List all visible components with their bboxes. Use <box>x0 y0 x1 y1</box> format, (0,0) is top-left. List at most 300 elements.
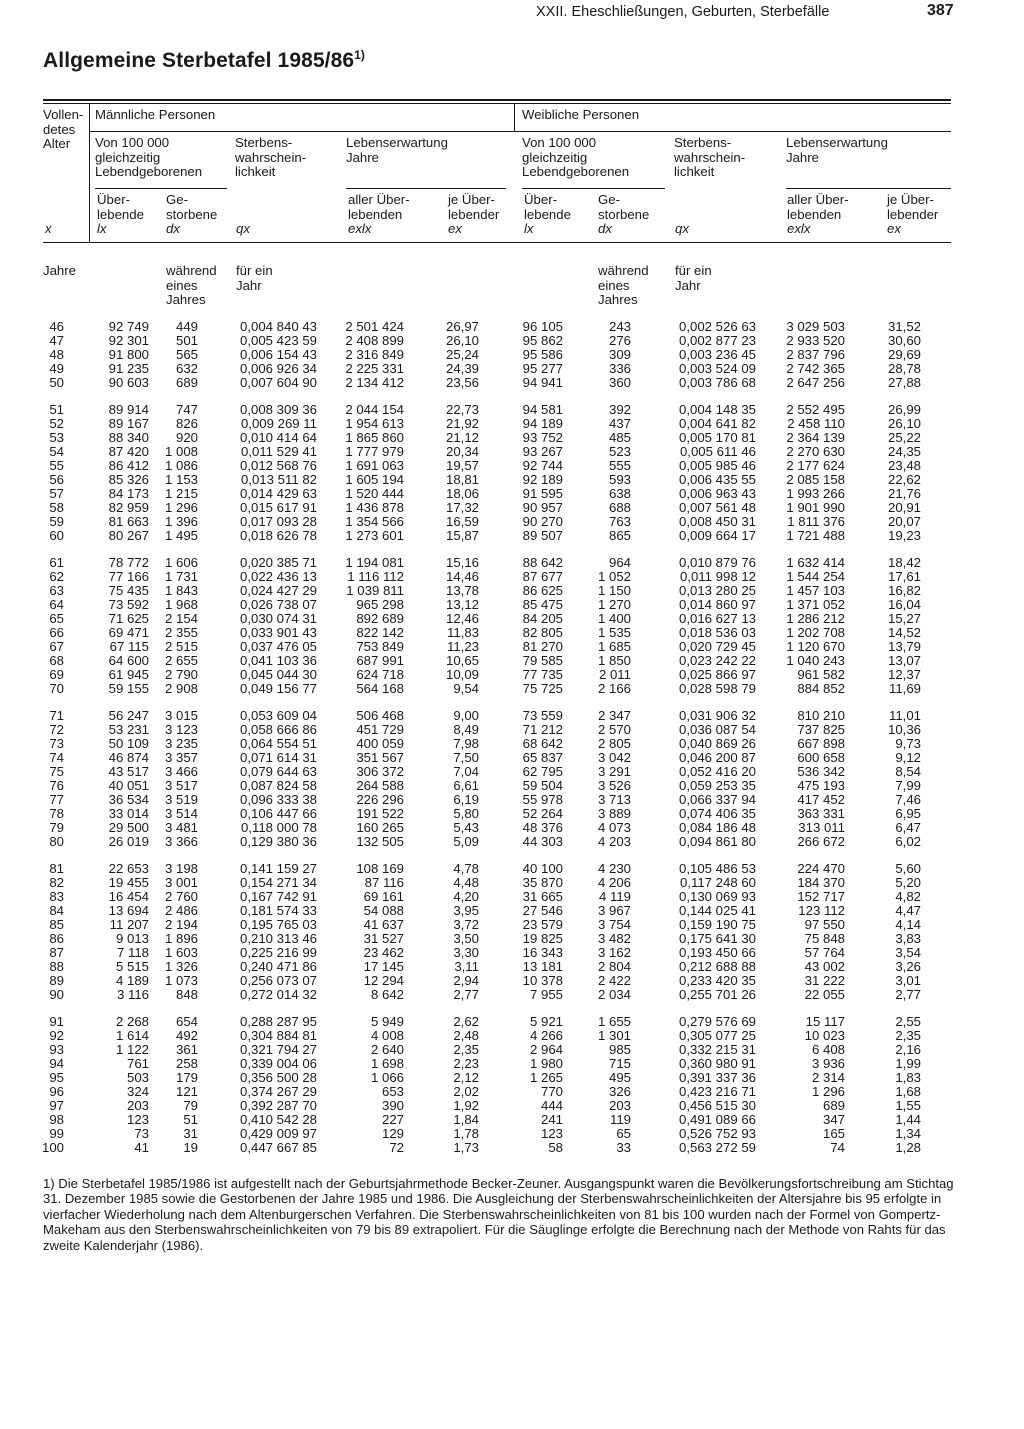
unit-during-female-line: eines <box>598 277 630 293</box>
cell-female-deaths: 3 042 <box>597 750 631 766</box>
cell-male-deaths: 2 194 <box>164 917 198 933</box>
cell-female-ex: 6,47 <box>895 819 921 835</box>
cell-female-prob: 0,002 877 23 <box>678 332 756 348</box>
cell-male-prob: 0,037 476 05 <box>239 638 317 654</box>
cell-female-deaths: 1 052 <box>597 569 631 585</box>
cell-female-exlx: 2 270 630 <box>786 444 845 460</box>
cell-male-exlx: 351 567 <box>356 750 404 766</box>
cell-male-deaths: 920 <box>175 430 198 446</box>
cell-age: 95 <box>49 1070 64 1086</box>
cell-male-exlx: 4 008 <box>370 1028 404 1044</box>
cell-male-deaths: 2 908 <box>164 680 198 696</box>
cell-male-deaths: 449 <box>175 319 198 334</box>
cell-age: 63 <box>49 583 64 599</box>
cell-male-prob: 0,106 447 66 <box>239 805 317 821</box>
cell-female-exlx: 3 029 503 <box>786 319 845 334</box>
cell-female-survivors: 92 189 <box>522 472 563 487</box>
cell-female-prob: 0,491 089 66 <box>678 1111 756 1127</box>
cell-male-deaths: 3 481 <box>164 819 198 835</box>
cell-male-ex: 10,09 <box>445 666 479 682</box>
cell-male-ex: 3,30 <box>453 944 479 960</box>
cell-female-prob: 0,305 077 25 <box>678 1028 756 1044</box>
cell-female-exlx: 810 210 <box>797 708 845 724</box>
cell-male-survivors: 1 122 <box>115 1042 149 1058</box>
sym-exlx-female: exlx <box>787 221 811 236</box>
cell-female-survivors: 68 642 <box>522 736 563 752</box>
cell-age: 94 <box>49 1056 64 1072</box>
cell-male-survivors: 56 247 <box>108 708 149 724</box>
cell-female-exlx: 1 993 266 <box>786 485 845 501</box>
cell-female-survivors: 16 343 <box>522 944 563 960</box>
cell-age: 57 <box>49 485 64 501</box>
cell-male-survivors: 77 166 <box>108 569 149 585</box>
cell-age: 46 <box>49 319 64 334</box>
cell-female-survivors: 7 955 <box>529 986 563 1002</box>
cell-female-prob: 0,003 786 68 <box>678 374 756 390</box>
cell-male-ex: 1,84 <box>453 1111 479 1127</box>
female-survivors-header-line: lebende <box>524 206 571 222</box>
cell-female-exlx: 184 370 <box>797 875 845 891</box>
cell-age: 89 <box>49 972 64 988</box>
cell-male-prob: 0,026 738 07 <box>239 597 317 613</box>
cell-female-ex: 3,26 <box>895 958 921 974</box>
cell-male-ex: 16,59 <box>445 513 479 529</box>
cell-male-survivors: 84 173 <box>108 485 149 501</box>
cell-female-prob: 0,084 186 48 <box>678 819 756 835</box>
male-per-survivor-header-line: je Über- <box>448 192 495 207</box>
cell-male-exlx: 753 849 <box>356 638 404 654</box>
cell-male-survivors: 13 694 <box>108 903 149 919</box>
cell-male-exlx: 1 354 566 <box>345 513 404 529</box>
cell-male-deaths: 848 <box>175 986 198 1002</box>
cell-female-deaths: 2 166 <box>597 680 631 696</box>
cell-male-survivors: 19 455 <box>108 875 149 891</box>
cell-female-survivors: 5 921 <box>529 1014 563 1030</box>
cell-female-exlx: 313 011 <box>798 819 845 835</box>
cell-male-exlx: 72 <box>389 1139 404 1155</box>
cell-male-exlx: 1 520 444 <box>345 485 404 501</box>
male-cohort-header-line: Von 100 000 <box>95 135 170 150</box>
cell-age: 81 <box>49 861 64 877</box>
cell-female-prob: 0,391 337 36 <box>678 1070 756 1086</box>
cell-female-prob: 0,003 236 45 <box>678 346 756 362</box>
unit-during-male-line: während <box>166 263 217 278</box>
cell-female-survivors: 93 752 <box>522 430 563 446</box>
male-expect-header-line: Jahre <box>346 149 379 165</box>
cell-male-prob: 0,071 614 31 <box>239 750 317 766</box>
cell-male-survivors: 73 592 <box>108 597 149 613</box>
male-per-survivor-header-line: lebender <box>448 206 500 222</box>
cell-female-exlx: 57 764 <box>804 944 845 960</box>
cell-male-exlx: 1 698 <box>370 1056 404 1072</box>
cell-male-ex: 10,65 <box>445 652 479 668</box>
female-deaths-header-line: Ge- <box>598 192 620 207</box>
cell-female-deaths: 763 <box>608 513 631 529</box>
cell-female-exlx: 1 901 990 <box>786 499 845 515</box>
cell-age: 78 <box>49 805 64 821</box>
cell-male-prob: 0,008 309 36 <box>239 402 317 418</box>
cell-male-survivors: 78 772 <box>108 555 149 571</box>
cell-female-deaths: 3 291 <box>597 764 631 780</box>
cell-male-ex: 21,12 <box>445 430 479 446</box>
cell-male-deaths: 3 514 <box>164 805 198 821</box>
cell-male-ex: 21,92 <box>445 416 479 432</box>
cell-female-prob: 0,008 450 31 <box>678 513 756 529</box>
cell-female-ex: 16,04 <box>887 597 921 613</box>
cell-female-exlx: 31 222 <box>804 972 845 988</box>
cell-male-deaths: 689 <box>175 374 198 390</box>
cell-male-exlx: 54 088 <box>363 903 404 919</box>
cell-male-prob: 0,339 004 06 <box>239 1056 317 1072</box>
cell-male-deaths: 361 <box>175 1042 198 1058</box>
cell-male-survivors: 761 <box>126 1056 149 1072</box>
cell-male-ex: 9,00 <box>453 708 479 724</box>
cell-female-prob: 0,456 515 30 <box>678 1097 756 1113</box>
cell-male-prob: 0,118 000 78 <box>240 819 317 835</box>
cell-male-prob: 0,447 667 85 <box>239 1139 317 1155</box>
cell-female-survivors: 85 475 <box>522 597 563 613</box>
cell-male-ex: 5,09 <box>453 833 479 849</box>
cell-male-ex: 2,48 <box>453 1028 479 1044</box>
cell-male-deaths: 3 366 <box>164 833 198 849</box>
cell-female-deaths: 1 270 <box>597 597 631 613</box>
cell-male-ex: 11,23 <box>446 638 479 654</box>
cell-male-exlx: 390 <box>381 1097 404 1113</box>
male-survivors-header-line: lebende <box>97 206 144 222</box>
cell-female-deaths: 3 713 <box>597 791 631 807</box>
cohort-rule-male <box>95 188 227 189</box>
cell-female-survivors: 444 <box>540 1097 563 1113</box>
male-all-survivors-header-line: aller Über- <box>348 192 410 207</box>
cell-female-survivors: 62 795 <box>522 764 563 780</box>
cell-male-exlx: 2 640 <box>370 1042 404 1058</box>
cell-male-deaths: 1 073 <box>164 972 198 988</box>
cell-female-ex: 30,60 <box>887 332 921 348</box>
cell-female-ex: 26,10 <box>887 416 921 432</box>
cell-female-survivors: 35 870 <box>522 875 563 891</box>
cell-female-exlx: 2 364 139 <box>786 430 845 446</box>
cell-female-prob: 0,007 561 48 <box>678 499 756 515</box>
cell-male-exlx: 1 691 063 <box>345 458 404 474</box>
cell-female-survivors: 88 642 <box>522 555 563 571</box>
cell-age: 65 <box>49 611 64 627</box>
cell-male-prob: 0,087 824 58 <box>239 778 317 793</box>
cell-male-survivors: 86 412 <box>108 458 149 474</box>
cell-female-deaths: 3 162 <box>597 944 631 960</box>
cell-male-exlx: 2 316 849 <box>345 346 404 362</box>
cell-female-prob: 0,159 190 75 <box>678 917 756 933</box>
cell-female-ex: 26,99 <box>887 402 921 418</box>
cell-male-deaths: 2 355 <box>164 625 198 640</box>
cell-male-exlx: 87 116 <box>364 875 404 891</box>
cell-female-prob: 0,233 420 35 <box>678 972 756 988</box>
cell-female-ex: 5,60 <box>895 861 921 877</box>
cell-female-ex: 16,82 <box>887 583 921 599</box>
cell-female-prob: 0,526 752 93 <box>678 1125 756 1141</box>
cell-age: 59 <box>49 513 64 529</box>
cell-male-exlx: 1 954 613 <box>345 416 404 432</box>
cell-male-prob: 0,079 644 63 <box>239 764 317 780</box>
cell-male-exlx: 160 265 <box>356 819 404 835</box>
cell-female-deaths: 4 203 <box>597 833 631 849</box>
cell-male-prob: 0,429 009 97 <box>239 1125 317 1141</box>
cell-female-deaths: 2 034 <box>597 986 631 1002</box>
cell-female-survivors: 52 264 <box>522 805 563 821</box>
cell-male-prob: 0,410 542 28 <box>239 1111 317 1127</box>
cell-female-exlx: 1 202 708 <box>786 625 845 640</box>
cell-female-ex: 31,52 <box>887 319 921 334</box>
cell-male-survivors: 91 235 <box>108 360 149 376</box>
cell-female-ex: 2,16 <box>895 1042 921 1058</box>
male-deaths-header-line: storbene <box>166 206 218 222</box>
cell-female-survivors: 770 <box>540 1084 563 1099</box>
cell-male-prob: 0,272 014 32 <box>239 986 317 1002</box>
sym-x: x <box>45 221 52 236</box>
cell-male-survivors: 11 207 <box>109 917 149 933</box>
cell-female-deaths: 1 150 <box>597 583 631 599</box>
cell-male-ex: 12,46 <box>445 611 479 627</box>
cell-female-survivors: 59 504 <box>522 778 563 793</box>
cell-male-ex: 4,20 <box>453 889 479 905</box>
cell-male-prob: 0,005 423 59 <box>239 332 317 348</box>
cell-male-exlx: 191 522 <box>356 805 404 821</box>
cell-male-exlx: 2 501 424 <box>345 319 404 334</box>
cell-female-survivors: 48 376 <box>522 819 563 835</box>
cell-male-survivors: 503 <box>126 1070 149 1086</box>
cell-female-deaths: 243 <box>608 319 631 334</box>
female-all-survivors-header-line: aller Über- <box>787 192 849 207</box>
cell-female-prob: 0,006 963 43 <box>678 485 756 501</box>
cell-female-exlx: 536 342 <box>797 764 845 780</box>
cell-female-ex: 17,61 <box>887 569 921 585</box>
cell-male-prob: 0,012 568 76 <box>239 458 317 474</box>
cell-male-deaths: 492 <box>175 1028 198 1044</box>
female-cohort-header-line: Von 100 000 <box>522 135 597 150</box>
cell-female-survivors: 95 586 <box>522 346 563 362</box>
page-number: 387 <box>927 2 954 19</box>
cell-female-exlx: 1 371 052 <box>786 597 845 613</box>
cell-male-survivors: 46 874 <box>108 750 149 766</box>
cell-age: 62 <box>49 569 64 585</box>
cell-male-deaths: 2 486 <box>164 903 198 919</box>
cell-female-prob: 0,014 860 97 <box>678 597 756 613</box>
cell-age: 96 <box>49 1084 64 1099</box>
cell-female-exlx: 2 837 796 <box>786 346 845 362</box>
cell-female-survivors: 44 303 <box>522 833 563 849</box>
cell-male-deaths: 179 <box>175 1070 198 1086</box>
cell-female-ex: 5,20 <box>895 875 921 891</box>
cell-female-exlx: 1 457 103 <box>786 583 845 599</box>
cell-male-deaths: 31 <box>183 1125 198 1141</box>
cell-age: 90 <box>49 986 64 1002</box>
group-rule <box>90 131 951 132</box>
cell-female-ex: 3,01 <box>895 972 921 988</box>
cell-male-deaths: 654 <box>175 1014 198 1030</box>
cell-female-survivors: 77 735 <box>522 666 563 682</box>
cell-male-ex: 5,80 <box>453 805 479 821</box>
cell-female-survivors: 94 189 <box>522 416 563 432</box>
cell-male-prob: 0,017 093 28 <box>239 513 317 529</box>
cell-male-prob: 0,304 884 81 <box>239 1028 317 1044</box>
cell-male-survivors: 7 118 <box>116 944 149 960</box>
cell-female-deaths: 638 <box>608 485 631 501</box>
cell-female-exlx: 97 550 <box>804 917 845 933</box>
cell-male-exlx: 1 777 979 <box>345 444 404 460</box>
cell-male-ex: 26,10 <box>445 332 479 348</box>
cell-female-ex: 2,55 <box>895 1014 921 1030</box>
cell-age: 91 <box>49 1014 64 1030</box>
cell-female-survivors: 90 957 <box>522 499 563 515</box>
cell-male-survivors: 123 <box>126 1111 149 1127</box>
cell-male-survivors: 92 301 <box>108 332 149 348</box>
cell-female-prob: 0,144 025 41 <box>678 903 756 919</box>
cell-male-prob: 0,006 926 34 <box>239 360 317 376</box>
cell-age: 84 <box>49 903 64 919</box>
cell-male-prob: 0,167 742 91 <box>239 889 317 905</box>
cell-age: 71 <box>49 708 64 724</box>
cell-female-ex: 11,01 <box>888 708 921 724</box>
cell-age: 86 <box>49 931 64 946</box>
cell-male-exlx: 306 372 <box>356 764 404 780</box>
cell-female-ex: 4,47 <box>895 903 921 919</box>
cell-female-prob: 0,025 866 97 <box>678 666 756 682</box>
cell-female-prob: 0,193 450 66 <box>678 944 756 960</box>
unit-for-male-line: für ein <box>236 263 273 278</box>
cell-male-survivors: 22 653 <box>108 861 149 877</box>
sym-exlx-male: exlx <box>348 221 372 236</box>
cell-female-deaths: 65 <box>616 1125 631 1141</box>
cell-age: 48 <box>49 346 64 362</box>
cell-male-prob: 0,225 216 99 <box>239 944 317 960</box>
cell-male-survivors: 9 013 <box>115 931 149 946</box>
cell-male-ex: 18,06 <box>445 485 479 501</box>
cell-male-prob: 0,154 271 34 <box>239 875 317 891</box>
cell-male-deaths: 51 <box>183 1111 198 1127</box>
cell-age: 47 <box>49 332 64 348</box>
cell-female-ex: 14,52 <box>887 625 921 640</box>
female-all-survivors-header-line: lebenden <box>787 206 842 222</box>
cell-male-ex: 26,97 <box>445 319 479 334</box>
cell-male-ex: 2,02 <box>453 1084 479 1099</box>
cell-male-exlx: 1 194 081 <box>345 555 404 571</box>
cell-age: 64 <box>49 597 64 613</box>
cell-female-deaths: 326 <box>608 1084 631 1099</box>
cell-female-ex: 20,07 <box>887 513 921 529</box>
cell-male-deaths: 2 154 <box>164 611 198 627</box>
cell-female-deaths: 3 526 <box>597 778 631 793</box>
sym-ex-female: ex <box>887 221 901 236</box>
cell-female-deaths: 1 850 <box>597 652 631 668</box>
cell-age: 80 <box>49 833 64 849</box>
cell-female-deaths: 865 <box>608 527 631 543</box>
cell-female-prob: 0,332 215 31 <box>678 1042 756 1058</box>
cell-male-exlx: 17 145 <box>363 958 404 974</box>
header-bottom-rule <box>43 242 951 243</box>
cell-male-exlx: 1 273 601 <box>345 527 404 543</box>
cell-male-deaths: 747 <box>175 402 198 418</box>
male-all-survivors-header-line: lebenden <box>348 206 403 222</box>
cell-female-ex: 6,95 <box>895 805 921 821</box>
cell-male-ex: 7,04 <box>453 764 479 780</box>
female-survivors-header-line: Über- <box>524 192 557 207</box>
cell-male-survivors: 69 471 <box>108 625 149 640</box>
cell-female-exlx: 2 085 158 <box>786 472 845 487</box>
cell-female-survivors: 81 270 <box>522 638 563 654</box>
cell-female-deaths: 437 <box>608 416 631 432</box>
cell-female-survivors: 93 267 <box>522 444 563 460</box>
cell-female-deaths: 392 <box>608 402 631 418</box>
cell-female-survivors: 23 579 <box>522 917 563 933</box>
cell-female-ex: 4,14 <box>895 917 921 933</box>
cell-female-ex: 24,35 <box>887 444 921 460</box>
cell-male-deaths: 3 001 <box>164 875 198 891</box>
running-header: XXII. Eheschließungen, Geburten, Sterbefälle <box>536 4 830 20</box>
cell-female-prob: 0,011 998 12 <box>679 569 756 585</box>
cell-male-exlx: 965 298 <box>356 597 404 613</box>
cell-male-survivors: 64 600 <box>108 652 149 668</box>
cell-male-ex: 4,78 <box>453 861 479 877</box>
cell-female-survivors: 65 837 <box>522 750 563 766</box>
cell-male-prob: 0,041 103 36 <box>239 652 317 668</box>
cell-female-deaths: 2 804 <box>597 958 631 974</box>
cell-female-deaths: 2 805 <box>597 736 631 752</box>
male-group-header: Männliche Personen <box>95 107 216 122</box>
cell-male-deaths: 826 <box>175 416 198 432</box>
male-deaths-header-line: Ge- <box>166 192 188 207</box>
cell-male-ex: 25,24 <box>445 346 479 362</box>
title-footnote-mark: 1) <box>354 48 366 62</box>
cell-female-survivors: 87 677 <box>522 569 563 585</box>
cell-male-survivors: 82 959 <box>108 499 149 515</box>
cell-female-deaths: 4 206 <box>597 875 631 891</box>
cell-female-survivors: 27 546 <box>522 903 563 919</box>
cell-female-prob: 0,031 906 32 <box>678 708 756 724</box>
cell-male-exlx: 1 436 878 <box>345 499 404 515</box>
cell-female-survivors: 96 105 <box>522 319 563 334</box>
cell-female-prob: 0,360 980 91 <box>678 1056 756 1072</box>
cell-female-ex: 1,28 <box>895 1139 921 1155</box>
cell-age: 50 <box>49 374 64 390</box>
cell-female-deaths: 203 <box>608 1097 631 1113</box>
cell-male-exlx: 226 296 <box>356 791 404 807</box>
cell-female-deaths: 485 <box>608 430 631 446</box>
cell-male-deaths: 3 015 <box>164 708 198 724</box>
cell-male-exlx: 1 865 860 <box>345 430 404 446</box>
cell-age: 82 <box>49 875 64 891</box>
cell-female-survivors: 73 559 <box>522 708 563 724</box>
cell-male-ex: 1,92 <box>453 1097 479 1113</box>
cell-male-survivors: 36 534 <box>108 791 149 807</box>
cell-female-ex: 1,44 <box>895 1111 921 1127</box>
male-prob-header-line: Sterbens- <box>235 135 293 150</box>
cell-female-deaths: 985 <box>608 1042 631 1058</box>
cell-male-deaths: 1 326 <box>164 958 198 974</box>
cell-male-ex: 23,56 <box>445 374 479 390</box>
cell-male-exlx: 5 949 <box>370 1014 404 1030</box>
cell-male-prob: 0,374 267 29 <box>239 1084 317 1099</box>
cell-male-survivors: 16 454 <box>108 889 149 905</box>
cell-male-prob: 0,240 471 86 <box>239 958 317 974</box>
cell-male-survivors: 33 014 <box>108 805 149 821</box>
cell-female-deaths: 523 <box>608 444 631 460</box>
cell-female-prob: 0,046 200 87 <box>678 750 756 766</box>
footnote: 1) Die Sterbetafel 1985/1986 ist aufgestellt nach der Geburtsjahrmethode Becker-Zeuner. Ausgangspunkt waren die Bevölkerungsfortschreibung am Stichtag 31. Dezember 1985 sowie die Gestorbenen der Jahre 1985 und 1986. Die Ausgleichung der Sterbenswahrscheinlichkeiten der Altersjahre bis 95 erfolgte in vierfacher Wiederholung nach dem Altenburgerschen Verfahren. Die Sterbenswahrscheinlichkeiten von 81 bis 100 wurden nach der Formel von Gompertz-Makeham aus den Sterbenswahrscheinlichkeiten von 79 bis 89 extrapoliert. Für die Säuglinge erfolgte die Berechnung nach der Methode von Rahts für das zweite Kalenderjahr (1986). <box>43 1176 954 1253</box>
expect-rule-male <box>346 188 506 189</box>
cell-male-ex: 3,72 <box>453 917 479 933</box>
cell-male-deaths: 1 153 <box>164 472 198 487</box>
cell-female-exlx: 1 632 414 <box>786 555 845 571</box>
cell-male-exlx: 892 689 <box>356 611 404 627</box>
